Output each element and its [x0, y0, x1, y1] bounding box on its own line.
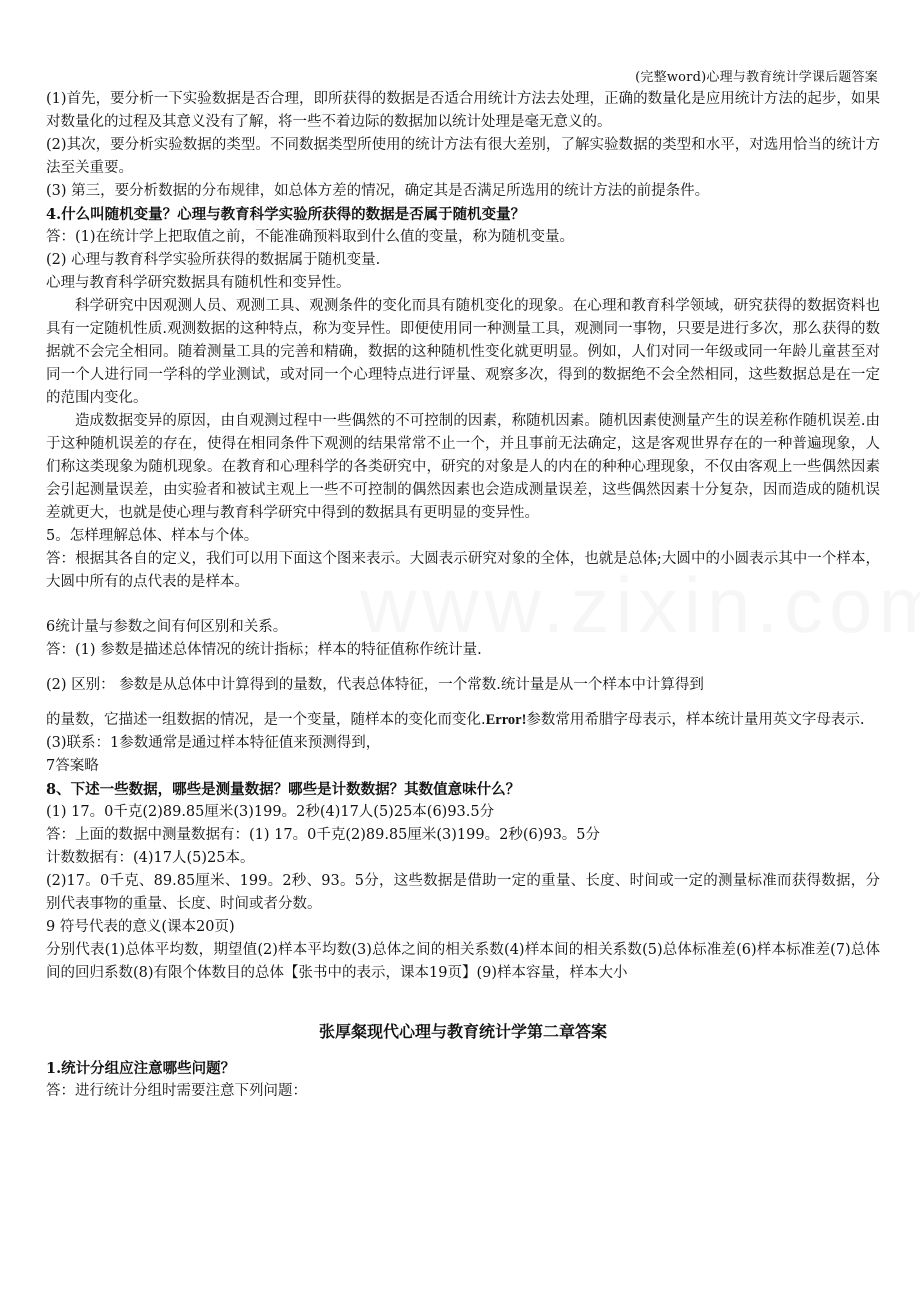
answer-4-line-3: 心理与教育科学研究数据具有随机性和变异性。	[46, 275, 351, 291]
question-5: 5。怎样理解总体、样本与个体。	[46, 528, 259, 544]
document-body	[46, 88, 880, 1103]
paragraph-2: (2)其次，要分析实验数据的类型。不同数据类型所使用的统计方法有很大差别，了解实验数据的类型和水平，对选用恰当的统计方法至关重要。	[46, 137, 880, 176]
chapter-title: 张厚粲现代心理与教育统计学第二章答案	[318, 1022, 607, 1041]
paragraph-3: (3) 第三，要分析数据的分布规律，如总体方差的情况，确定其是否满足所选用的统计方法的前提条件。	[46, 183, 710, 199]
answer-6-line-3	[46, 709, 880, 732]
answer-9: 分别代表(1)总体平均数，期望值(2)样本平均数(3)总体之间的相关系数(4)样本间的相关系数(5)总体标准差(6)样本标准差(7)总体间的回归系数(8)有限个体数目的总体【张书中的表示，课本19页】(9)样本容量，样本大小	[46, 942, 880, 981]
answer-8-line-2: 计数数据有：(4)17人(5)25本。	[46, 850, 255, 866]
question-8-data: (1) 17。0千克(2)89.85厘米(3)199。2秒(4)17人(5)25本(6)93.5分	[46, 804, 495, 820]
question-9: 9 符号代表的意义(课本20页)	[46, 919, 235, 935]
answer-6-text-a: 的量数，它描述一组数据的情况，是一个变量，随样本的变化而变化.	[46, 712, 486, 728]
answer-6-line-2: (2) 区别： 参数是从总体中计算得到的量数，代表总体特征，一个常数.统计量是从一个样本中计算得到	[46, 677, 704, 693]
answer-8-line-1: 答：上面的数据中测量数据有：(1) 17。0千克(2)89.85厘米(3)199。2秒(6)93。5分	[46, 827, 601, 843]
error-marker: Error!	[485, 712, 527, 728]
answer-6-text-b: 参数常用希腊字母表示，样本统计量用英文字母表示.	[526, 712, 865, 728]
answer-6-line-1: 答：(1) 参数是描述总体情况的统计指标；样本的特征值称作统计量.	[46, 642, 482, 658]
answer-4-line-1: 答：(1)在统计学上把取值之前，不能准确预料取到什么值的变量，称为随机变量。	[46, 229, 575, 245]
chapter-2-question-1: 1.统计分组应注意哪些问题？	[46, 1060, 236, 1077]
answer-4-paragraph-4: 科学研究中因观测人员、观测工具、观测条件的变化而具有随机变化的现象。在心理和教育科学领域，研究获得的数据资料也具有一定随机性质.观测数据的这种特点，称为变异性。即便使用同一种测量工具，观测同一事物，只要是进行多次，那么获得的数据就不会完全相同。随着测量工具的完善和精确，数据的这种随机性变化就更明显。例如，人们对同一年级或同一年龄儿童甚至对同一个人进行同一学科的学业测试，或对同一个心理特点进行评量、观察多次，得到的数据绝不会全然相同，这些数据总是在一定的范围内变化。	[46, 298, 880, 406]
question-6: 6统计量与参数之间有何区别和关系。	[46, 619, 288, 635]
answer-4-line-2: (2) 心理与教育科学实验所获得的数据属于随机变量.	[46, 252, 381, 268]
paragraph-1: (1)首先，要分析一下实验数据是否合理，即所获得的数据是否适合用统计方法去处理，正确的数量化是应用统计方法的起步，如果对数量化的过程及其意义没有了解，将一些不着边际的数据加以统计处理是毫无意义的。	[46, 91, 880, 130]
answer-8-line-3: (2)17。0千克、89.85厘米、199。2秒、93。5分，这些数据是借助一定的重量、长度、时间或一定的测量标准而获得数据，分别代表事物的重量、长度、时间或者分数。	[46, 873, 880, 912]
question-8: 8、下述一些数据，哪些是测量数据？哪些是计数数据？其数值意味什么？	[46, 781, 521, 798]
answer-4-paragraph-5: 造成数据变异的原因，由自观测过程中一些偶然的不可控制的因素，称随机因素。随机因素使测量产生的误差称作随机误差.由于这种随机误差的存在，使得在相同条件下观测的结果常常不止一个，并且事前无法确定，这是客观世界存在的一种普遍现象，人们称这类现象为随机现象。在教育和心理科学的各类研究中，研究的对象是人的内在的种种心理现象，不仅由客观上一些偶然因素会引起测量误差，由实验者和被试主观上一些不可控制的偶然因素也会造成测量误差，这些偶然因素十分复杂，因而造成的随机误差就更大，也就是使心理与教育科学研究中得到的数据具有更明显的变异性。	[46, 413, 880, 521]
page-header: (完整word)心理与教育统计学课后题答案	[635, 70, 878, 85]
chapter-2-answer-1: 答：进行统计分组时需要注意下列问题：	[46, 1083, 307, 1099]
question-7: 7答案略	[46, 758, 99, 774]
answer-6-line-4: (3)联系：1参数通常是通过样本特征值来预测得到，	[46, 735, 381, 751]
question-4: 4.什么叫随机变量？心理与教育科学实验所获得的数据是否属于随机变量？	[46, 206, 526, 223]
answer-5: 答：根据其各自的定义，我们可以用下面这个图来表示。大圆表示研究对象的全体，也就是总体;大圆中的小圆表示其中一个样本，大圆中所有的点代表的是样本。	[46, 551, 880, 590]
